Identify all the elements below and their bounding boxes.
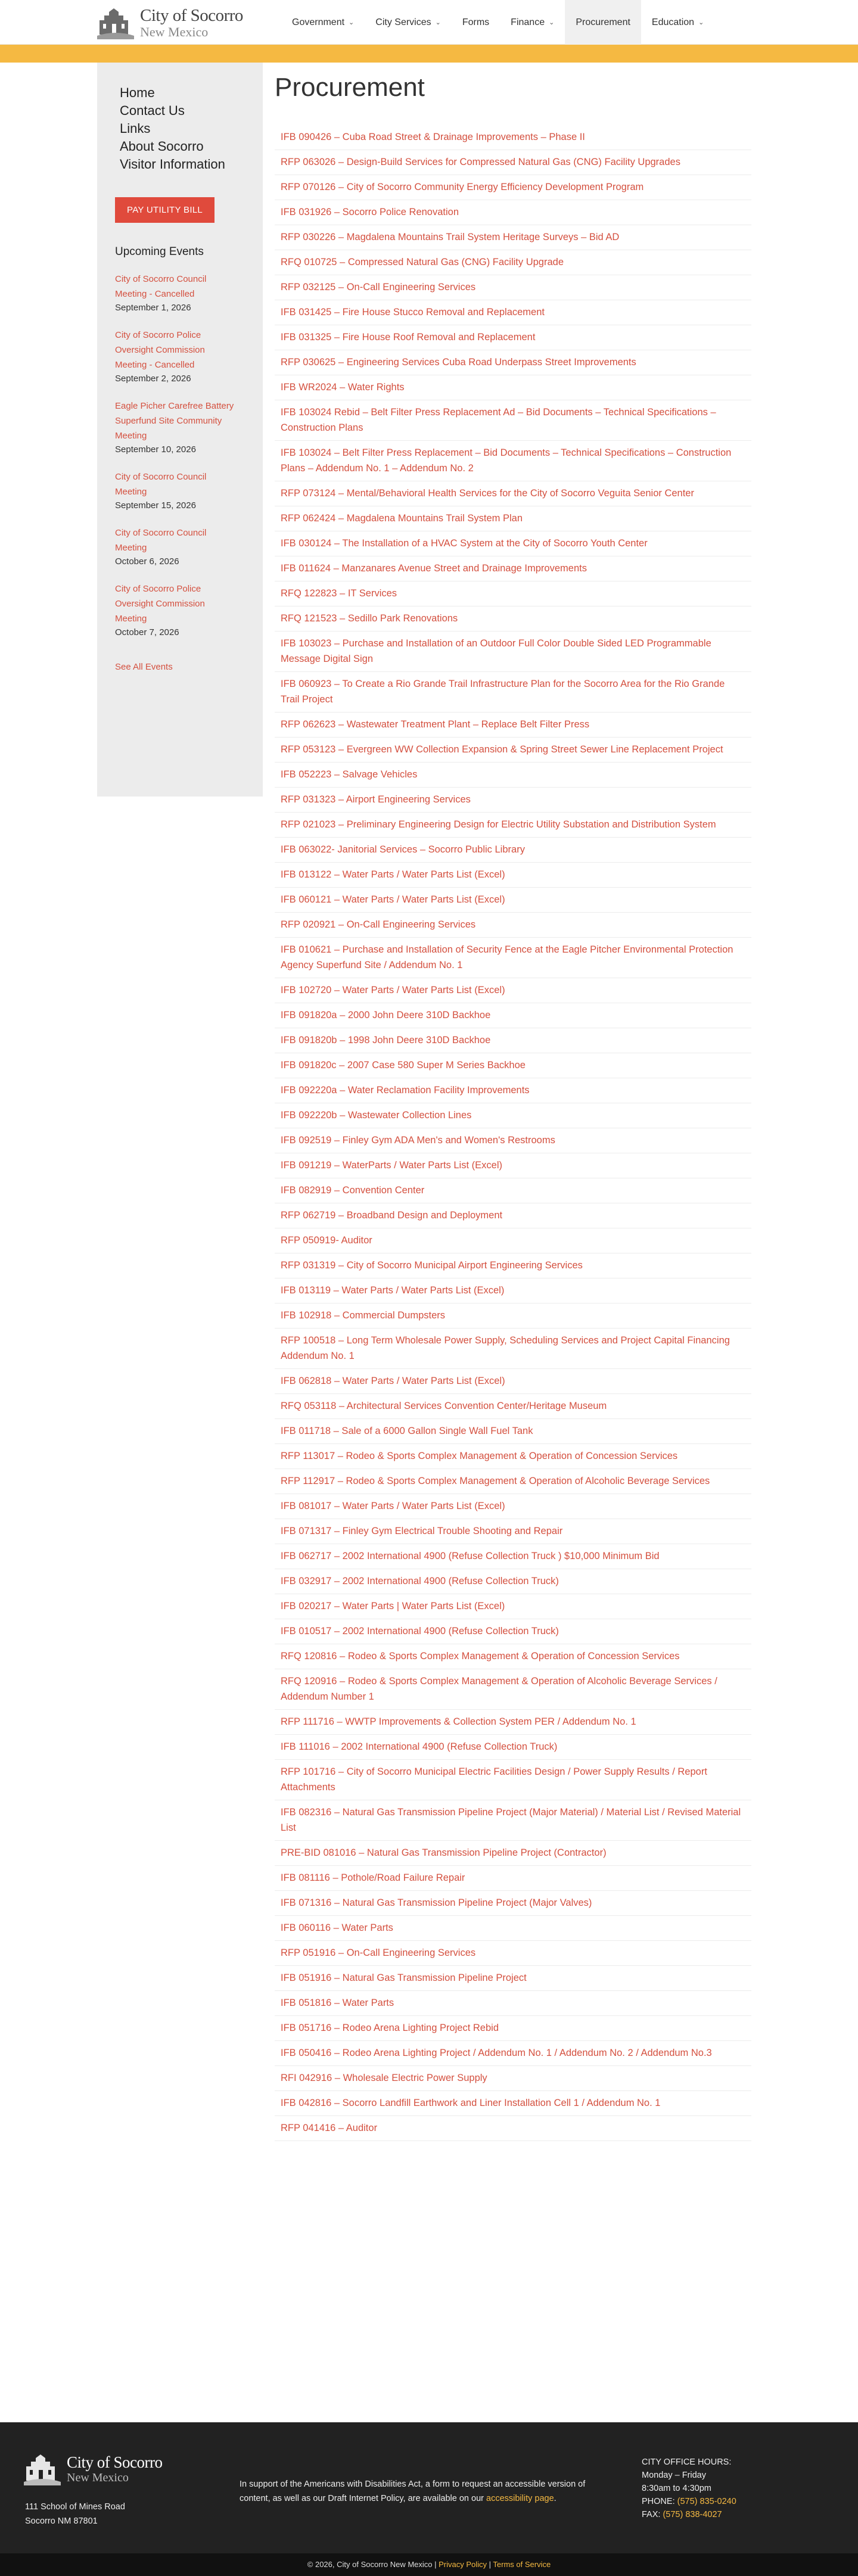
accessibility-notice-end: . xyxy=(554,2494,557,2503)
procurement-list-item xyxy=(275,1278,751,1303)
procurement-link[interactable]: IFB 091820b – 1998 John Deere 310D Backhoe xyxy=(281,1035,491,1046)
procurement-list-item xyxy=(275,1103,751,1128)
events-list xyxy=(115,272,263,639)
procurement-link[interactable]: RFP 032125 – On-Call Engineering Services xyxy=(281,282,476,293)
procurement-link[interactable]: IFB 013119 – Water Parts / Water Parts List (Excel) xyxy=(281,1285,505,1296)
procurement-list-item xyxy=(275,300,751,325)
procurement-link[interactable]: IFB 060121 – Water Parts / Water Parts List (Excel) xyxy=(281,894,505,905)
procurement-list-item xyxy=(275,1078,751,1103)
nav-item-label: Government xyxy=(292,17,345,27)
see-all-events-link[interactable]: See All Events xyxy=(115,662,173,672)
procurement-link[interactable]: RFP 020921 – On-Call Engineering Services xyxy=(281,919,476,930)
procurement-link[interactable]: IFB 071316 – Natural Gas Transmission Pipeline Project (Major Valves) xyxy=(281,1897,592,1908)
procurement-link[interactable]: RFQ 010725 – Compressed Natural Gas (CNG) Facility Upgrade xyxy=(281,257,564,267)
procurement-list-item xyxy=(275,531,751,556)
procurement-list-item xyxy=(275,1394,751,1419)
procurement-link[interactable]: IFB 051716 – Rodeo Arena Lighting Project Rebid xyxy=(281,2023,499,2033)
event-date: October 6, 2026 xyxy=(115,556,179,567)
procurement-list-item xyxy=(275,1841,751,1866)
city-seal-icon xyxy=(24,2452,61,2485)
procurement-link[interactable]: RFQ 121523 – Sedillo Park Renovations xyxy=(281,613,458,624)
pay-utility-bill-button[interactable]: PAY UTILITY BILL xyxy=(115,197,214,223)
procurement-list-item xyxy=(275,2091,751,2116)
procurement-link[interactable]: IFB 062717 – 2002 International 4900 (Refuse Collection Truck ) $10,000 Minimum Bid xyxy=(281,1551,660,1561)
procurement-list-item xyxy=(275,1028,751,1053)
procurement-list-item xyxy=(275,713,751,738)
procurement-list-item xyxy=(275,1003,751,1028)
procurement-list-item xyxy=(275,1760,751,1800)
fax-link[interactable]: (575) 838-4027 xyxy=(663,2510,722,2519)
nav-item-label: Procurement xyxy=(576,17,630,27)
procurement-link[interactable]: IFB 102918 – Commercial Dumpsters xyxy=(281,1310,446,1321)
procurement-list-item xyxy=(275,375,751,400)
procurement-link[interactable]: IFB 082316 – Natural Gas Transmission Pipeline Project (Major Material) / Material List / Revised Material List xyxy=(281,1807,741,1833)
procurement-list-item xyxy=(275,2016,751,2041)
procurement-link[interactable]: IFB 030124 – The Installation of a HVAC System at the City of Socorro Youth Center xyxy=(281,538,648,549)
procurement-list-item xyxy=(275,125,751,150)
site-logo[interactable] xyxy=(97,4,246,42)
footer-bottom-bar: © 2026, City of Socorro New Mexico | Privacy Policy | Terms of Service xyxy=(0,2553,858,2576)
procurement-list-item xyxy=(275,913,751,938)
phone-link[interactable]: (575) 835-0240 xyxy=(677,2497,736,2506)
procurement-link[interactable]: IFB 031325 – Fire House Roof Removal and Replacement xyxy=(281,332,536,343)
procurement-list-item xyxy=(275,556,751,581)
procurement-list-item xyxy=(275,738,751,763)
procurement-link[interactable]: RFQ 122823 – IT Services xyxy=(281,588,397,599)
procurement-link[interactable]: RFP 050919- Auditor xyxy=(281,1235,372,1246)
procurement-list-item xyxy=(275,1710,751,1735)
site-header xyxy=(0,0,858,45)
procurement-list-item xyxy=(275,1419,751,1444)
sidebar-link[interactable]: Home xyxy=(120,85,155,100)
procurement-link[interactable]: IFB 020217 – Water Parts | Water Parts List (Excel) xyxy=(281,1601,505,1611)
event-date: September 10, 2026 xyxy=(115,444,196,455)
procurement-list-item xyxy=(275,1444,751,1469)
procurement-link[interactable]: RFP 112917 – Rodeo & Sports Complex Management & Operation of Alcoholic Beverage Services xyxy=(281,1476,710,1486)
procurement-list-item xyxy=(275,250,751,275)
event-date: September 1, 2026 xyxy=(115,303,191,313)
procurement-link[interactable]: IFB 092220a – Water Reclamation Facility Improvements xyxy=(281,1085,530,1096)
footer-logo[interactable] xyxy=(24,2452,163,2485)
procurement-list-item xyxy=(275,813,751,838)
procurement-link[interactable]: RFP 101716 – City of Socorro Municipal Electric Facilities Design / Power Supply Results / Report Attachments xyxy=(281,1766,707,1793)
procurement-list-item xyxy=(275,1735,751,1760)
hours-days: Monday – Friday xyxy=(642,2471,706,2480)
procurement-link[interactable]: IFB 081116 – Pothole/Road Failure Repair xyxy=(281,1872,465,1883)
nav-item-government[interactable] xyxy=(281,0,365,45)
procurement-list-item xyxy=(275,325,751,350)
procurement-list-item xyxy=(275,506,751,531)
procurement-link[interactable]: RFP 031323 – Airport Engineering Services xyxy=(281,794,471,805)
upcoming-events-heading: Upcoming Events xyxy=(115,245,204,258)
procurement-link[interactable]: IFB 092519 – Finley Gym ADA Men's and Women's Restrooms xyxy=(281,1135,555,1146)
address-line-1: 111 School of Mines Road xyxy=(25,2502,125,2512)
procurement-list-item xyxy=(275,1053,751,1078)
procurement-link[interactable]: RFP 100518 – Long Term Wholesale Power Supply, Scheduling Services and Project Capital Financing Addendum No. 1 xyxy=(281,1335,730,1361)
procurement-list-item xyxy=(275,1329,751,1369)
procurement-link[interactable]: IFB 052223 – Salvage Vehicles xyxy=(281,769,418,780)
procurement-list-item xyxy=(275,1991,751,2016)
procurement-list-item xyxy=(275,275,751,300)
terms-of-service-link[interactable]: Terms of Service xyxy=(493,2560,551,2569)
procurement-link[interactable]: IFB 103024 – Belt Filter Press Replacement – Bid Documents – Technical Specifications – Construction Plans – Addendum No. 1 – Addendum No. 2 xyxy=(281,447,732,474)
procurement-list-item xyxy=(275,788,751,813)
procurement-list-item xyxy=(275,225,751,250)
procurement-list-item xyxy=(275,581,751,606)
procurement-link[interactable]: IFB WR2024 – Water Rights xyxy=(281,382,405,393)
footer-logo-state-text: New Mexico xyxy=(67,2471,129,2484)
footer-logo-city-text: City of Socorro xyxy=(67,2453,163,2471)
procurement-link[interactable]: IFB 060116 – Water Parts xyxy=(281,1922,393,1933)
procurement-list-item xyxy=(275,481,751,506)
procurement-list-item xyxy=(275,672,751,713)
accessibility-notice-text: In support of the Americans with Disabilities Act, a form to request an accessible version of content, as well as our Draft Internet Policy, are available on our xyxy=(240,2479,586,2503)
copyright-text: © 2026, City of Socorro New Mexico xyxy=(307,2560,433,2569)
event-item xyxy=(115,525,263,568)
procurement-list-item xyxy=(275,1128,751,1153)
event-title-link[interactable]: City of Socorro Council Meeting xyxy=(115,472,207,497)
procurement-list-item xyxy=(275,350,751,375)
procurement-link[interactable]: IFB 102720 – Water Parts / Water Parts List (Excel) xyxy=(281,985,505,995)
procurement-link[interactable]: IFB 062818 – Water Parts / Water Parts List (Excel) xyxy=(281,1376,505,1386)
footer-address xyxy=(25,2500,125,2528)
procurement-link[interactable]: RFQ 120816 – Rodeo & Sports Complex Management & Operation of Concession Services xyxy=(281,1651,680,1662)
procurement-list-item xyxy=(275,1619,751,1644)
privacy-policy-link[interactable]: Privacy Policy xyxy=(439,2560,487,2569)
procurement-link[interactable]: RFP 021023 – Preliminary Engineering Design for Electric Utility Substation and Distribution System xyxy=(281,819,716,830)
nav-item-label: Forms xyxy=(462,17,490,27)
nav-item-label: City Services xyxy=(375,17,431,27)
procurement-list-item xyxy=(275,175,751,200)
procurement-list-item xyxy=(275,1469,751,1494)
procurement-link[interactable]: IFB 082919 – Convention Center xyxy=(281,1185,425,1196)
procurement-link[interactable]: IFB 091219 – WaterParts / Water Parts List (Excel) xyxy=(281,1160,502,1171)
procurement-link[interactable]: IFB 031425 – Fire House Stucco Removal and Replacement xyxy=(281,307,545,318)
procurement-list-item xyxy=(275,1569,751,1594)
procurement-list-item xyxy=(275,1891,751,1916)
procurement-link[interactable]: RFQ 120916 – Rodeo & Sports Complex Management & Operation of Alcoholic Beverage Services / Addendum Number 1 xyxy=(281,1676,717,1702)
procurement-list-item xyxy=(275,631,751,672)
event-date: September 2, 2026 xyxy=(115,374,191,384)
accent-band xyxy=(0,45,858,63)
procurement-link[interactable]: IFB 091820a – 2000 John Deere 310D Backhoe xyxy=(281,1010,491,1021)
event-date: September 15, 2026 xyxy=(115,500,196,511)
fax-label: FAX: xyxy=(642,2510,661,2519)
procurement-link[interactable]: RFP 051916 – On-Call Engineering Services xyxy=(281,1947,476,1958)
chevron-down-icon: ⌄ xyxy=(549,19,555,26)
procurement-list-item xyxy=(275,888,751,913)
nav-item-label: Education xyxy=(651,17,695,27)
chevron-down-icon: ⌄ xyxy=(698,19,704,26)
procurement-link[interactable]: RFQ 053118 – Architectural Services Convention Center/Heritage Museum xyxy=(281,1401,607,1411)
procurement-list-item xyxy=(275,838,751,863)
procurement-link[interactable]: RFP 030226 – Magdalena Mountains Trail System Heritage Surveys – Bid AD xyxy=(281,232,620,242)
accessibility-page-link[interactable]: accessibility page xyxy=(486,2494,554,2503)
procurement-list-item xyxy=(275,200,751,225)
event-item xyxy=(115,469,263,512)
procurement-list-item xyxy=(275,1800,751,1841)
procurement-list-item xyxy=(275,1941,751,1966)
procurement-link[interactable]: IFB 032917 – 2002 International 4900 (Refuse Collection Truck) xyxy=(281,1576,559,1586)
procurement-list-item xyxy=(275,1916,751,1941)
procurement-link[interactable]: IFB 051816 – Water Parts xyxy=(281,1998,394,2008)
procurement-link[interactable]: IFB 050416 – Rodeo Arena Lighting Project / Addendum No. 1 / Addendum No. 2 / Addendum No.3 xyxy=(281,2048,712,2058)
procurement-list-item xyxy=(275,150,751,175)
nav-item-education[interactable] xyxy=(641,0,714,45)
office-hours xyxy=(642,2456,736,2521)
procurement-link[interactable]: RFP 030625 – Engineering Services Cuba Road Underpass Street Improvements xyxy=(281,357,636,368)
procurement-list-item xyxy=(275,2066,751,2091)
event-item xyxy=(115,399,263,456)
procurement-link[interactable]: IFB 051916 – Natural Gas Transmission Pipeline Project xyxy=(281,1973,527,1983)
procurement-link[interactable]: PRE-BID 081016 – Natural Gas Transmission Pipeline Project (Contractor) xyxy=(281,1847,607,1858)
nav-item-procurement[interactable] xyxy=(565,0,641,45)
event-title-link[interactable]: City of Socorro Council Meeting xyxy=(115,528,207,553)
event-title-link[interactable]: City of Socorro Council Meeting - Cancelled xyxy=(115,274,207,299)
procurement-link[interactable]: IFB 111016 – 2002 International 4900 (Refuse Collection Truck) xyxy=(281,1741,558,1752)
sidebar xyxy=(97,63,263,797)
procurement-link[interactable]: IFB 011718 – Sale of a 6000 Gallon Single Wall Fuel Tank xyxy=(281,1426,533,1436)
event-item xyxy=(115,581,263,639)
procurement-link[interactable]: IFB 063022- Janitorial Services – Socorro Public Library xyxy=(281,844,525,855)
nav-item-forms[interactable] xyxy=(452,0,500,45)
procurement-link[interactable]: RFP 062719 – Broadband Design and Deployment xyxy=(281,1210,503,1221)
site-footer xyxy=(0,2422,858,2576)
procurement-link[interactable]: IFB 010517 – 2002 International 4900 (Refuse Collection Truck) xyxy=(281,1626,559,1637)
procurement-list-item xyxy=(275,1544,751,1569)
nav-item-label: Finance xyxy=(511,17,545,27)
logo-city-text: City of Socorro xyxy=(140,5,243,25)
nav-item-city-services[interactable] xyxy=(365,0,452,45)
procurement-link[interactable]: RFP 062424 – Magdalena Mountains Trail System Plan xyxy=(281,513,523,524)
event-item xyxy=(115,328,263,385)
procurement-link[interactable]: RFP 073124 – Mental/Behavioral Health Services for the City of Socorro Veguita Senior Center xyxy=(281,488,694,499)
procurement-link[interactable]: RFI 042916 – Wholesale Electric Power Supply xyxy=(281,2073,487,2083)
procurement-list-item xyxy=(275,1203,751,1228)
event-title-link[interactable]: City of Socorro Police Oversight Commission Meeting - Cancelled xyxy=(115,330,205,370)
nav-item-finance[interactable] xyxy=(500,0,565,45)
procurement-list-item xyxy=(275,400,751,441)
procurement-list-item xyxy=(275,1966,751,1991)
page-title: Procurement xyxy=(275,73,425,102)
sidebar-links xyxy=(120,84,263,173)
procurement-link[interactable]: IFB 090426 – Cuba Road Street & Drainage Improvements – Phase II xyxy=(281,132,585,142)
procurement-link[interactable]: IFB 042816 – Socorro Landfill Earthwork and Liner Installation Cell 1 / Addendum No. 1 xyxy=(281,2098,661,2108)
procurement-link[interactable]: IFB 103023 – Purchase and Installation of an Outdoor Full Color Double Sided LED Programmable Message Digital Sign xyxy=(281,638,711,664)
procurement-list-item xyxy=(275,2041,751,2066)
procurement-link[interactable]: IFB 011624 – Manzanares Avenue Street and Drainage Improvements xyxy=(281,563,587,574)
procurement-list-item xyxy=(275,938,751,978)
phone-label: PHONE: xyxy=(642,2497,675,2506)
hours-time: 8:30am to 4:30pm xyxy=(642,2484,711,2493)
procurement-link[interactable]: RFP 031319 – City of Socorro Municipal Airport Engineering Services xyxy=(281,1260,583,1271)
procurement-link[interactable]: IFB 103024 Rebid – Belt Filter Press Replacement Ad – Bid Documents – Technical Specifications – Construction Plans xyxy=(281,407,716,433)
procurement-link[interactable]: RFP 041416 – Auditor xyxy=(281,2123,378,2133)
procurement-link[interactable]: IFB 060923 – To Create a Rio Grande Trail Infrastructure Plan for the Socorro Area for the Rio Grande Trail Project xyxy=(281,679,725,705)
procurement-link[interactable]: IFB 081017 – Water Parts / Water Parts List (Excel) xyxy=(281,1501,505,1511)
event-title-link[interactable]: City of Socorro Police Oversight Commission Meeting xyxy=(115,584,205,624)
main-navigation xyxy=(281,0,714,45)
procurement-link[interactable]: RFP 070126 – City of Socorro Community Energy Efficiency Development Program xyxy=(281,182,644,192)
procurement-link[interactable]: RFP 062623 – Wastewater Treatment Plant – Replace Belt Filter Press xyxy=(281,719,590,730)
event-date: October 7, 2026 xyxy=(115,627,179,637)
accessibility-notice xyxy=(240,2477,597,2506)
chevron-down-icon: ⌄ xyxy=(349,19,355,26)
procurement-list-item xyxy=(275,606,751,631)
procurement-link[interactable]: RFP 113017 – Rodeo & Sports Complex Management & Operation of Concession Services xyxy=(281,1451,678,1461)
procurement-list-item xyxy=(275,1669,751,1710)
procurement-link[interactable]: RFP 053123 – Evergreen WW Collection Expansion & Spring Street Sewer Line Replacement Project xyxy=(281,744,723,755)
procurement-list-item xyxy=(275,863,751,888)
sidebar-link[interactable]: About Socorro xyxy=(120,139,204,154)
procurement-list-item xyxy=(275,2116,751,2141)
logo-state-text: New Mexico xyxy=(140,24,209,39)
procurement-link[interactable]: IFB 010621 – Purchase and Installation of Security Fence at the Eagle Pitcher Environmental Protection Agency Superfund Site / Addendum No. 1 xyxy=(281,944,733,970)
procurement-link[interactable]: IFB 013122 – Water Parts / Water Parts List (Excel) xyxy=(281,869,505,880)
procurement-list-item xyxy=(275,1644,751,1669)
procurement-list-item xyxy=(275,1494,751,1519)
procurement-link[interactable]: IFB 071317 – Finley Gym Electrical Trouble Shooting and Repair xyxy=(281,1526,563,1536)
procurement-list-item xyxy=(275,1153,751,1178)
event-item xyxy=(115,272,263,315)
sidebar-link[interactable]: Contact Us xyxy=(120,103,185,118)
procurement-list-item xyxy=(275,1866,751,1891)
procurement-link[interactable]: RFP 063026 – Design-Build Services for Compressed Natural Gas (CNG) Facility Upgrades xyxy=(281,157,680,167)
sidebar-link[interactable]: Visitor Information xyxy=(120,157,225,172)
sidebar-link[interactable]: Links xyxy=(120,121,151,136)
address-line-2: Socorro NM 87801 xyxy=(25,2516,98,2526)
procurement-link[interactable]: IFB 092220b – Wastewater Collection Lines xyxy=(281,1110,472,1121)
city-seal-icon xyxy=(97,6,134,39)
procurement-list-item xyxy=(275,978,751,1003)
procurement-list-item xyxy=(275,763,751,788)
procurement-link[interactable]: IFB 031926 – Socorro Police Renovation xyxy=(281,207,459,217)
procurement-list-item xyxy=(275,1594,751,1619)
procurement-list-item xyxy=(275,1228,751,1253)
chevron-down-icon: ⌄ xyxy=(435,19,441,26)
event-title-link[interactable]: Eagle Picher Carefree Battery Superfund Site Community Meeting xyxy=(115,401,234,441)
procurement-list-item xyxy=(275,441,751,481)
procurement-list-item xyxy=(275,1519,751,1544)
hours-title: CITY OFFICE HOURS: xyxy=(642,2457,732,2467)
procurement-list-item xyxy=(275,1178,751,1203)
procurement-link[interactable]: IFB 091820c – 2007 Case 580 Super M Series Backhoe xyxy=(281,1060,526,1071)
procurement-list xyxy=(275,125,751,2141)
procurement-list-item xyxy=(275,1303,751,1329)
procurement-list-item xyxy=(275,1253,751,1278)
procurement-list-item xyxy=(275,1369,751,1394)
procurement-link[interactable]: RFP 111716 – WWTP Improvements & Collection System PER / Addendum No. 1 xyxy=(281,1716,636,1727)
